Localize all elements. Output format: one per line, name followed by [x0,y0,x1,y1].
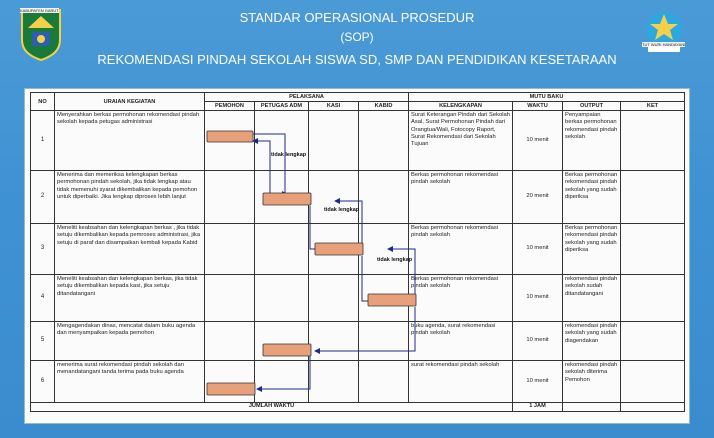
lane-kabid [359,224,409,275]
lane-kasi [309,224,359,275]
row-number: 3 [31,224,55,275]
total-time: 1 JAM [513,403,563,412]
row-waktu: 10 menit [513,224,563,275]
header-petugas-adm: PETUGAS ADM [255,102,309,111]
row-ket [621,111,685,171]
flow-label-tidak-lengkap: tidak lengkap [377,257,413,263]
tut-wuri-handayani-emblem-icon [638,8,690,56]
total-label: JUMLAH WAKTU [31,403,513,412]
table-row [31,322,685,361]
row-uraian: Menerima dan memeriksa kelengkapan berkas permohonan pindah sekolah, jika tidak lengkap atau tidak memenuhi syarat dikembalikan kepada pemohon untuk diperbaiki. Jika lengkap diproses lebih lanjut [55,171,205,224]
header-ket: KET [621,102,685,111]
row-output: rekomendasi pindah sekolah sudah ditandatangani [563,275,621,322]
lane-kabid [359,322,409,361]
logo-left-caption: KABUPATEN GARUT [20,8,59,13]
document-title: STANDAR OPERASIONAL PROSEDUR [239,10,475,25]
lane-petugas-adm [255,322,309,361]
row-output: Berkas permohonan rekomendasi pindah sekolah yang sudah diperiksa [563,171,621,224]
header-kasi: KASI [309,102,359,111]
row-kelengkapan: Surat Keterangan Pindah dari Sekolah Asal, Surat Permohonan Pindah dari Orangtua/Wali, Fotocopy Raport, Surat Rekomendasi dari Sekolah Tujuan [409,111,513,171]
lane-kabid [359,361,409,403]
lane-pemohon [205,361,255,403]
row-number: 1 [31,111,55,171]
lane-petugas-adm [255,275,309,322]
flow-label-tidak-lengkap: tidak lengkap [271,152,307,158]
header-mutu-baku: MUTU BAKU [409,93,685,102]
document-heading: REKOMENDASI PINDAH SEKOLAH SISWA SD, SMP DAN PENDIDIKAN KESETARAAN [97,52,617,67]
header-output: OUTPUT [563,102,621,111]
lane-pemohon [205,275,255,322]
row-uraian: Meneliti keabsahan dan kelengkapan berkas, jika tidak setuju dikembalikan kepada kasi, jika setuju ditandatangani [55,275,205,322]
table-row [31,111,685,171]
lane-pemohon [205,224,255,275]
table-row [31,171,685,224]
table-row [31,361,685,403]
header-kelengkapan: KELENGKAPAN [409,102,513,111]
row-number: 4 [31,275,55,322]
sop-sheet [24,88,690,424]
document-subtitle: (SOP) [340,30,374,44]
lane-kasi [309,171,359,224]
lane-kabid [359,171,409,224]
lane-kabid [359,275,409,322]
lane-kasi [309,322,359,361]
header-uraian: URAIAN KEGIATAN [55,93,205,111]
lane-kasi [309,361,359,403]
header-pelaksana: PELAKSANA [205,93,409,102]
row-uraian: Menyerahkan berkas permohonan rekomendasi pindah sekolah kepada petugas administrasi [55,111,205,171]
header-kabid: KABID [359,102,409,111]
row-waktu: 10 menit [513,361,563,403]
row-number: 6 [31,361,55,403]
lane-pemohon [205,111,255,171]
lane-petugas-adm [255,111,309,171]
header-pemohon: PEMOHON [205,102,255,111]
logo-right-caption: TUT WURI HANDAYANI [642,42,686,47]
lane-petugas-adm [255,224,309,275]
header-waktu: WAKTU [513,102,563,111]
row-number: 2 [31,171,55,224]
row-output: rekomendasi pindah sekolah yang sudah diagendakan [563,322,621,361]
flow-label-tidak-lengkap: tidak lengkap [324,207,360,213]
row-ket [621,171,685,224]
row-waktu: 10 menit [513,322,563,361]
row-kelengkapan: Berkas permohonan rekomendasi pindah sekolah [409,224,513,275]
total-output-empty [563,403,621,412]
lane-pemohon [205,171,255,224]
row-waktu: 10 menit [513,275,563,322]
lane-petugas-adm [255,361,309,403]
row-uraian: Mengagendakan dinas, mencatat dalam buku agenda dan menyampaikan kepada pemohon [55,322,205,361]
row-kelengkapan: Berkas permohonan rekomendasi pindah sekolah [409,171,513,224]
row-waktu: 20 menit [513,171,563,224]
lane-petugas-adm [255,171,309,224]
row-uraian: Meneliti keabsahan dan kelengkapan berkas , jika tidak setuju dikembalikan kepada pemroses administrasi, jika setuju di paraf dan disampaikan kembali kepada Kabid [55,224,205,275]
row-ket [621,361,685,403]
row-ket [621,224,685,275]
lane-kasi [309,111,359,171]
header-no: NO [31,93,55,111]
row-kelengkapan: surat rekomendasi pindah sekolah [409,361,513,403]
row-ket [621,322,685,361]
row-number: 5 [31,322,55,361]
row-output: Penyampaian berkas permohonan rekomendasi pindah sekolah [563,111,621,171]
lane-kasi [309,275,359,322]
row-kelengkapan: buku agenda, surat rekomendasi pindah sekolah [409,322,513,361]
table-row [31,275,685,322]
row-ket [621,275,685,322]
row-output: rekomendasi pindah sekolah diterima Pemohon [563,361,621,403]
lane-kabid [359,111,409,171]
table-row [31,224,685,275]
row-output: Berkas permohonan rekomendasi pindah sekolah yang sudah diperiksa [563,224,621,275]
sop-table [30,92,685,412]
row-waktu: 10 menit [513,111,563,171]
row-uraian: menerima surat rekomendasi pindah sekolah dan menandatangani tanda terima pada buku agenda [55,361,205,403]
lane-pemohon [205,322,255,361]
total-ket-empty [621,403,685,412]
row-kelengkapan: Berkas permohonan rekomendasi pindah sekolah [409,275,513,322]
document-header [0,0,714,90]
